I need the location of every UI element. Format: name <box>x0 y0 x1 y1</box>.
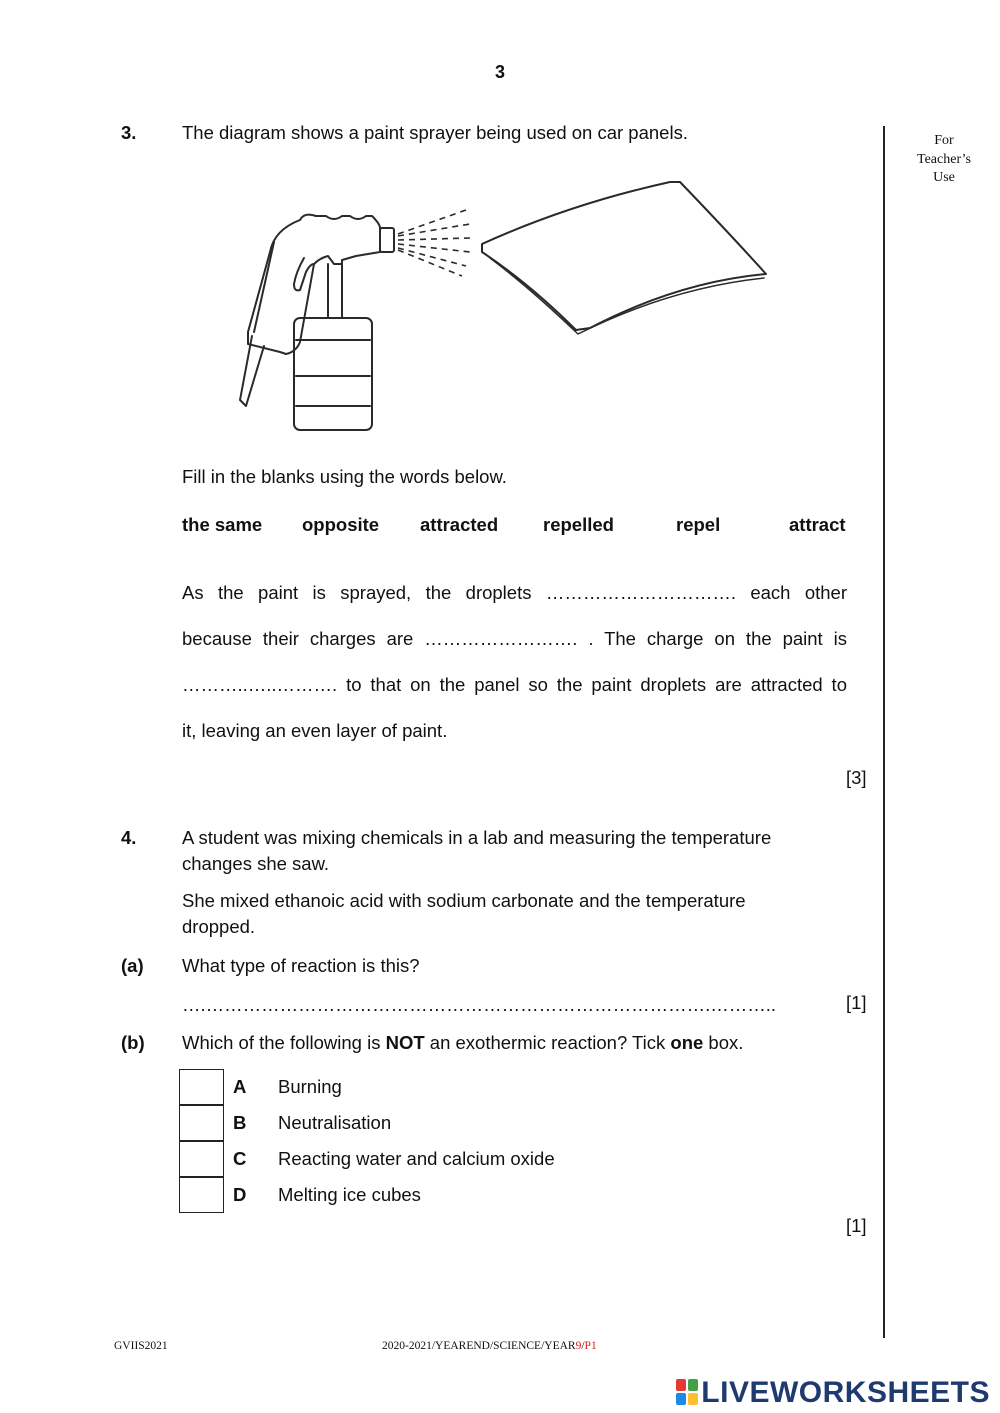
q3-number: 3. <box>121 122 137 143</box>
q4b-question <box>182 1030 743 1056</box>
q4-detail-line2: dropped. <box>182 916 256 937</box>
q4b-question-part2: an exothermic reaction? Tick <box>424 1032 671 1053</box>
option-b-letter: B <box>233 1112 247 1133</box>
car-panel <box>482 182 766 330</box>
footer-code-paper: P1 <box>584 1340 597 1352</box>
option-c-letter: C <box>233 1148 247 1169</box>
word-bank-item: attract <box>789 514 846 535</box>
footer-code-prefix: 2020-2021/YEAREND/SCIENCE/YEAR <box>382 1340 576 1352</box>
option-d-letter: D <box>233 1184 247 1205</box>
teacher-label-line3: Use <box>933 170 955 185</box>
page-number: 3 <box>494 62 505 82</box>
q4b-question-emphasis-not: NOT <box>385 1032 425 1053</box>
q4-detail-line1: She mixed ethanoic acid with sodium carbonate and the temperature <box>182 890 746 911</box>
q4a-question: What type of reaction is this? <box>182 955 420 976</box>
option-a-checkbox[interactable] <box>179 1069 224 1105</box>
q4-intro-line2: changes she saw. <box>182 853 330 874</box>
liveworksheets-badge-icon <box>676 1379 698 1405</box>
q4b-question-part3: box. <box>703 1032 744 1053</box>
word-bank <box>0 514 1000 540</box>
option-b-text: Neutralisation <box>278 1112 392 1133</box>
option-c-text: Reacting water and calcium oxide <box>278 1148 555 1169</box>
paint-spray-droplets <box>398 210 470 276</box>
q4a-label: (a) <box>121 955 144 976</box>
q4b-question-emphasis-one: one <box>670 1032 704 1053</box>
option-d-text: Melting ice cubes <box>278 1184 421 1205</box>
q4b-label: (b) <box>121 1032 145 1053</box>
sprayer-nozzle <box>380 228 394 252</box>
word-bank-item: opposite <box>302 514 380 535</box>
footer-code-sep: / <box>581 1340 585 1352</box>
word-bank-item: attracted <box>420 514 499 535</box>
q3-fill-line-2[interactable]: because their charges are ……………………. . The charge on the paint is <box>182 628 847 649</box>
q4b-question-part1: Which of the following is <box>182 1032 386 1053</box>
word-bank-item: repelled <box>543 514 614 535</box>
teacher-label-line2: Teacher’s <box>917 151 971 167</box>
q3-instruction: Fill in the blanks using the words below. <box>182 466 507 487</box>
option-d-checkbox[interactable] <box>179 1177 224 1213</box>
q3-marks: [3] <box>846 767 867 788</box>
paint-sprayer-diagram <box>230 172 780 436</box>
sprayer-grip-line <box>254 242 274 332</box>
word-bank-item: repel <box>676 514 721 535</box>
sprayer-gun-body <box>248 215 380 354</box>
q4-number: 4. <box>121 827 137 848</box>
q4a-answer-line[interactable]: ….……………………………………………………………………….……….. <box>182 994 777 1015</box>
q3-fill-line-3[interactable]: ………..…..………. to that on the panel so the paint droplets are attracted to <box>182 674 847 695</box>
margin-divider <box>883 126 885 1338</box>
paint-canister <box>294 318 372 430</box>
option-a-letter: A <box>233 1076 247 1097</box>
footer-code-year: 9 <box>575 1340 582 1352</box>
liveworksheets-logo-text: LIVEWORKSHEETS <box>701 1376 990 1409</box>
sprayer-stem <box>328 264 342 318</box>
word-bank-item: the same <box>182 514 263 535</box>
q3-fill-line-1[interactable]: As the paint is sprayed, the droplets …………………………. each other <box>182 582 847 603</box>
q3-intro: The diagram shows a paint sprayer being used on car panels. <box>182 122 688 143</box>
q4b-marks: [1] <box>846 1215 867 1236</box>
teacher-use-label <box>900 132 988 188</box>
option-a-text: Burning <box>278 1076 342 1097</box>
option-c-checkbox[interactable] <box>179 1141 224 1177</box>
liveworksheets-logo[interactable] <box>676 1376 990 1410</box>
teacher-label-line1: For <box>934 133 954 148</box>
option-b-checkbox[interactable] <box>179 1105 224 1141</box>
q3-fill-line-4: it, leaving an even layer of paint. <box>182 720 448 741</box>
q4-intro-line1: A student was mixing chemicals in a lab and measuring the temperature <box>182 827 772 848</box>
q4a-marks: [1] <box>846 992 867 1013</box>
footer-school-code: GVIIS2021 <box>114 1340 168 1352</box>
footer-paper-code <box>382 1340 597 1352</box>
